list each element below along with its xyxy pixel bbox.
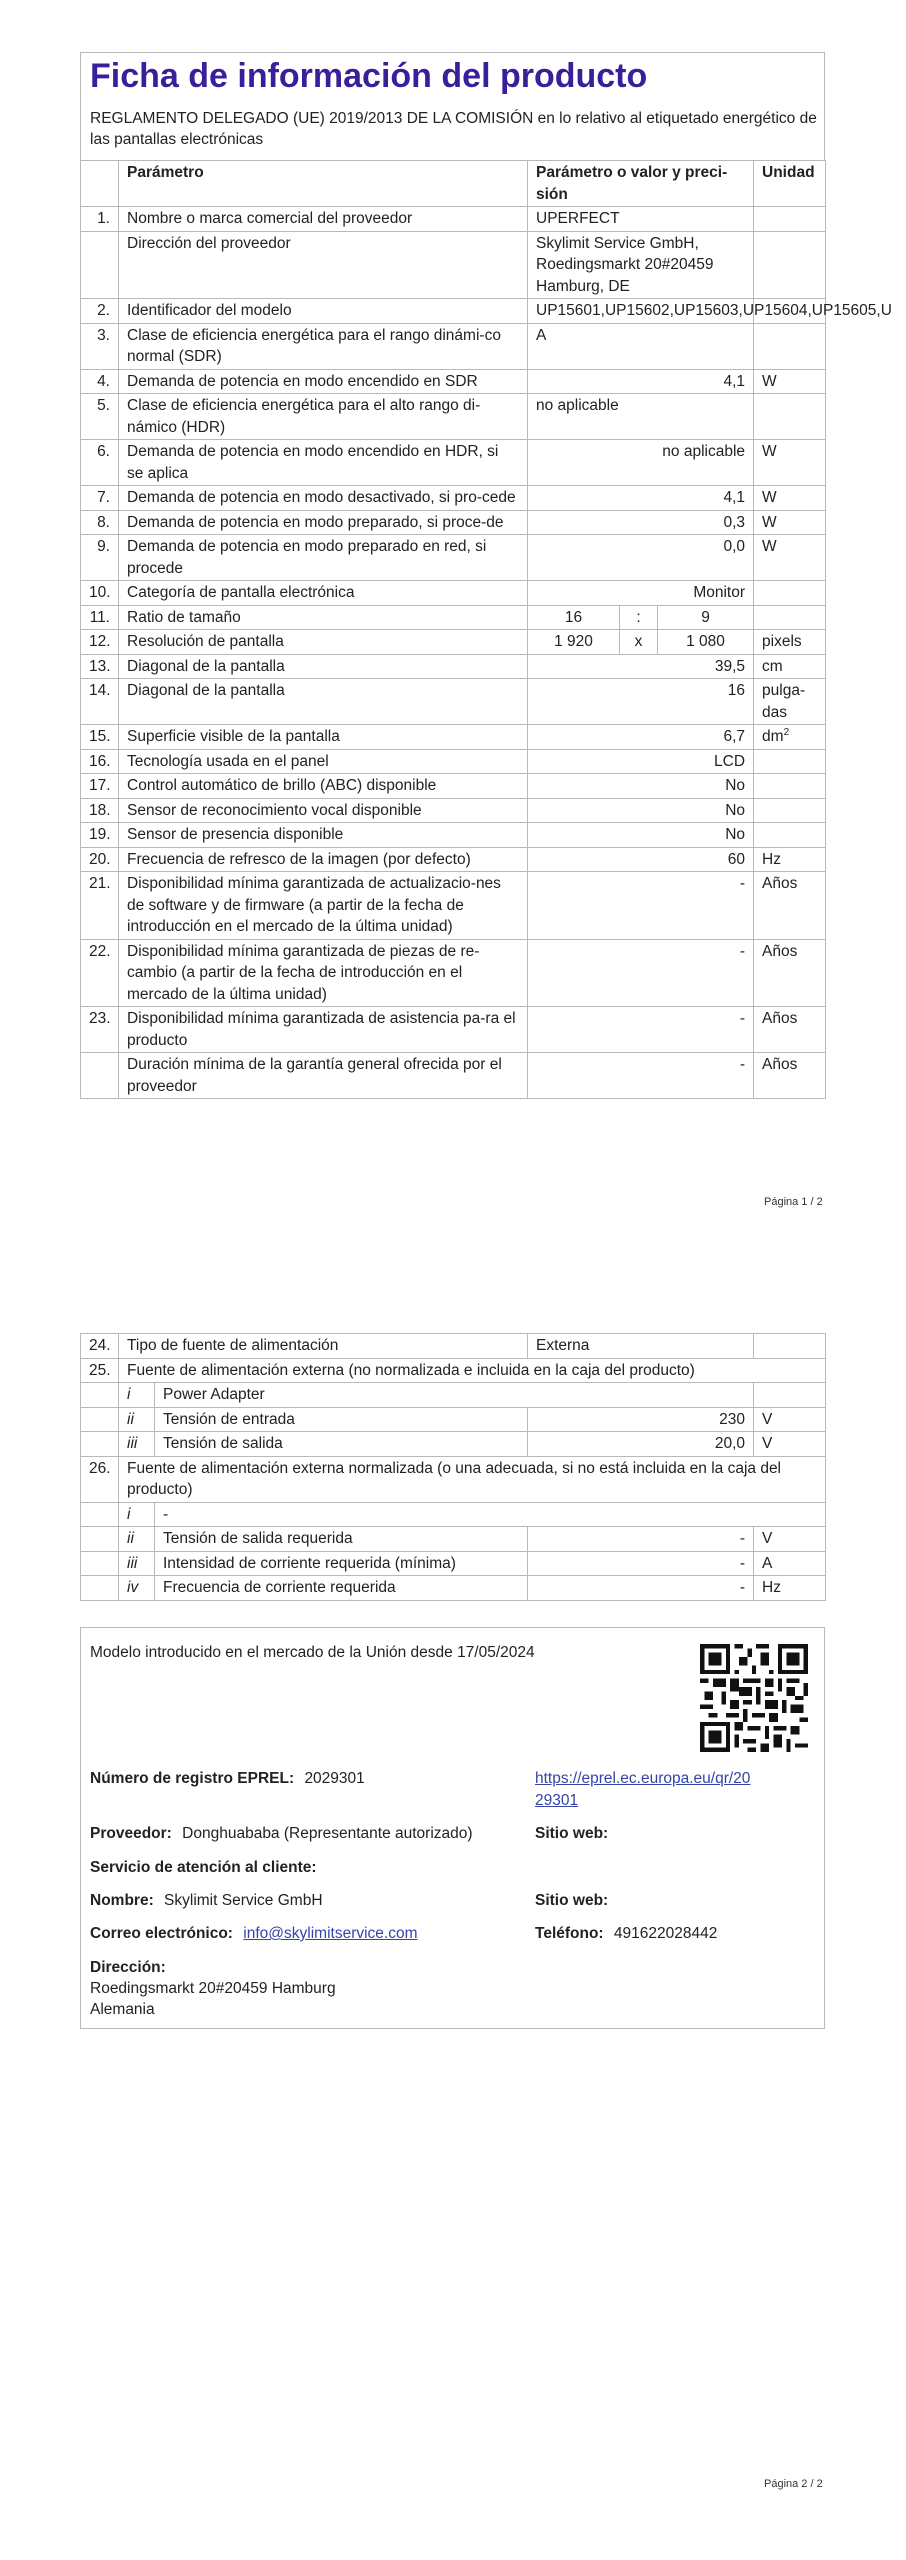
table-row [81, 1383, 826, 1408]
phone-row [535, 1923, 717, 1945]
row-value [528, 299, 892, 324]
unit-squared: 2 [783, 726, 790, 738]
eprel-label: Número de registro EPREL: [90, 1770, 295, 1787]
row-value: no aplicable [528, 440, 754, 486]
row-num [81, 1407, 119, 1432]
row-label: Demanda de potencia en modo preparado, si proce-de [119, 510, 528, 535]
row-roman: iii [119, 1432, 155, 1457]
row-value: 6,7 [528, 725, 754, 750]
row-value: 230 [528, 1407, 754, 1432]
row-unit [754, 725, 826, 750]
header-param: Parámetro [119, 161, 528, 207]
eprel-row [90, 1768, 365, 1790]
table-row [81, 299, 826, 324]
row-unit: cm [754, 654, 826, 679]
email-label: Correo electrónico: [90, 1925, 233, 1942]
row-label: Diagonal de la pantalla [119, 654, 528, 679]
row-value: - [528, 872, 754, 940]
row-num: 13. [81, 654, 119, 679]
row-value: Monitor [528, 581, 754, 606]
row-num: 24. [81, 1334, 119, 1359]
market-date-text: Modelo introducido en el mercado de la Unión desde 17/05/2024 [90, 1644, 535, 1661]
row-value: - [528, 939, 754, 1007]
row-value: - [528, 1007, 754, 1053]
row-unit: Años [754, 1007, 826, 1053]
table-row [81, 1502, 826, 1527]
row-label: Disponibilidad mínima garantizada de asistencia pa-ra el producto [119, 1007, 528, 1053]
row-unit: W [754, 369, 826, 394]
row-label: Tipo de fuente de alimentación [119, 1334, 528, 1359]
row-label: Duración mínima de la garantía general ofrecida por el proveedor [119, 1053, 528, 1099]
product-info-table [80, 160, 892, 1099]
table-row [81, 654, 826, 679]
row-value: No [528, 774, 754, 799]
table-row [81, 1334, 826, 1359]
ratio-width: 16 [528, 605, 620, 630]
phone-label: Teléfono: [535, 1925, 604, 1942]
page-number-2: Página 2 / 2 [764, 2478, 823, 2490]
table-row [81, 1456, 826, 1502]
row-unit [754, 1383, 826, 1408]
row-unit: W [754, 486, 826, 511]
table-row [81, 1551, 826, 1576]
row-num: 1. [81, 207, 119, 232]
table-row [81, 231, 826, 299]
row-unit [754, 581, 826, 606]
table-row [81, 1358, 826, 1383]
row-value: 20,0 [528, 1432, 754, 1457]
row-label: Demanda de potencia en modo encendido en SDR [119, 369, 528, 394]
row-label: - [155, 1502, 826, 1527]
row-num: 9. [81, 535, 119, 581]
row-value: 0,0 [528, 535, 754, 581]
row-label: Fuente de alimentación externa normalizada (o una adecuada, si no está incluida en la caja del producto) [119, 1456, 826, 1502]
row-num: 8. [81, 510, 119, 535]
row-label: Demanda de potencia en modo encendido en HDR, si se aplica [119, 440, 528, 486]
eprel-link[interactable] [535, 1770, 750, 1809]
row-unit [754, 207, 826, 232]
unit-dm: dm [762, 728, 784, 745]
name-row [90, 1890, 323, 1912]
resolution-separator: x [620, 630, 658, 655]
row-value: no aplicable [528, 394, 754, 440]
proveedor-label: Proveedor: [90, 1825, 172, 1842]
table-row [81, 1053, 826, 1099]
resolution-width: 1 920 [528, 630, 620, 655]
row-num: 23. [81, 1007, 119, 1053]
row-label: Disponibilidad mínima garantizada de actualizacio-nes de software y de firmware (a partir de la fecha de introducción en el mercado de la última unidad) [119, 872, 528, 940]
eprel-link-line-2: 29301 [535, 1791, 579, 1809]
row-label: Categoría de pantalla electrónica [119, 581, 528, 606]
row-num: 7. [81, 486, 119, 511]
row-value: LCD [528, 749, 754, 774]
proveedor-value: Donghuababa (Representante autorizado) [182, 1825, 473, 1842]
address-label: Dirección: [90, 1959, 166, 1976]
table-row [81, 207, 826, 232]
row-value: - [528, 1527, 754, 1552]
eprel-link-line-1: https://eprel.ec.europa.eu/qr/20 [535, 1770, 751, 1787]
table-row [81, 798, 826, 823]
table-row [81, 486, 826, 511]
row-label: Fuente de alimentación externa (no normalizada e incluida en la caja del producto) [119, 1358, 826, 1383]
row-value: 4,1 [528, 486, 754, 511]
table-row [81, 323, 826, 369]
row-label: Sensor de presencia disponible [119, 823, 528, 848]
table-row [81, 823, 826, 848]
row-unit: pixels [754, 630, 826, 655]
row-label: Tensión de salida requerida [155, 1527, 528, 1552]
row-label: Nombre o marca comercial del proveedor [119, 207, 528, 232]
row-label: Power Adapter [155, 1383, 754, 1408]
row-num [81, 231, 119, 299]
row-label: Tensión de salida [155, 1432, 528, 1457]
row-value: Externa [528, 1334, 754, 1359]
row-num [81, 1383, 119, 1408]
row-num: 12. [81, 630, 119, 655]
ratio-separator: : [620, 605, 658, 630]
table-row [81, 369, 826, 394]
header-value: Parámetro o valor y preci-sión [528, 161, 754, 207]
row-label: Identificador del modelo [119, 299, 528, 324]
table-row [81, 510, 826, 535]
row-label: Clase de eficiencia energética para el alto rango di-námico (HDR) [119, 394, 528, 440]
row-unit [754, 774, 826, 799]
row-unit: Hz [754, 847, 826, 872]
row-label: Tensión de entrada [155, 1407, 528, 1432]
row-unit: W [754, 510, 826, 535]
resolution-height: 1 080 [658, 630, 754, 655]
header-num [81, 161, 119, 207]
row-num: 25. [81, 1358, 119, 1383]
phone-value: 491622028442 [613, 1925, 718, 1942]
row-value: - [528, 1551, 754, 1576]
customer-service-label: Servicio de atención al cliente: [90, 1859, 317, 1876]
row-value: 4,1 [528, 369, 754, 394]
row-label: Demanda de potencia en modo desactivado, si pro-cede [119, 486, 528, 511]
table-row [81, 1407, 826, 1432]
row-unit: A [754, 1551, 826, 1576]
address-line-2: Alemania [90, 2001, 155, 2018]
row-label: Frecuencia de refresco de la imagen (por defecto) [119, 847, 528, 872]
row-num: 10. [81, 581, 119, 606]
row-num [81, 1053, 119, 1099]
regulation-subtitle: REGLAMENTO DELEGADO (UE) 2019/2013 DE LA COMISIÓN en lo relativo al etiquetado energético de las pantallas electrónicas [90, 110, 817, 148]
row-label: Control automático de brillo (ABC) disponible [119, 774, 528, 799]
row-num [81, 1432, 119, 1457]
row-label: Tecnología usada en el panel [119, 749, 528, 774]
row-num: 11. [81, 605, 119, 630]
table-row [81, 535, 826, 581]
row-roman: iv [119, 1576, 155, 1601]
address-line-1: Roedingsmarkt 20#20459 Hamburg [90, 1980, 336, 1997]
row-unit [754, 798, 826, 823]
row-num: 18. [81, 798, 119, 823]
row-num: 15. [81, 725, 119, 750]
row-roman: ii [119, 1527, 155, 1552]
table-row [81, 725, 826, 750]
table-row [81, 605, 826, 630]
row-roman: ii [119, 1407, 155, 1432]
row-num: 19. [81, 823, 119, 848]
row-value: A [528, 323, 754, 369]
row-value: Skylimit Service GmbH, Roedingsmarkt 20#20459 Hamburg, DE [528, 231, 754, 299]
table-row [81, 1576, 826, 1601]
row-label: Frecuencia de corriente requerida [155, 1576, 528, 1601]
row-roman: i [119, 1383, 155, 1408]
row-value: - [528, 1053, 754, 1099]
row-num: 2. [81, 299, 119, 324]
name-label: Nombre: [90, 1892, 154, 1909]
table-row [81, 630, 826, 655]
table-row [81, 774, 826, 799]
row-unit [754, 394, 826, 440]
eprel-link-block [535, 1768, 795, 1811]
row-unit: Años [754, 939, 826, 1007]
row-label: Demanda de potencia en modo preparado en red, si procede [119, 535, 528, 581]
row-roman: iii [119, 1551, 155, 1576]
row-num: 3. [81, 323, 119, 369]
row-label: Clase de eficiencia energética para el rango dinámi-co normal (SDR) [119, 323, 528, 369]
eprel-number: 2029301 [304, 1770, 365, 1787]
name-value: Skylimit Service GmbH [164, 1892, 323, 1909]
row-unit: V [754, 1527, 826, 1552]
ratio-height: 9 [658, 605, 754, 630]
proveedor-row [90, 1823, 473, 1845]
row-num: 21. [81, 872, 119, 940]
table-row [81, 440, 826, 486]
row-value: 0,3 [528, 510, 754, 535]
row-unit: V [754, 1407, 826, 1432]
row-num: 14. [81, 679, 119, 725]
row-label: Disponibilidad mínima garantizada de piezas de re-cambio (a partir de la fecha de introducción en el mercado de la última unidad) [119, 939, 528, 1007]
row-label: Ratio de tamaño [119, 605, 528, 630]
row-label: Dirección del proveedor [119, 231, 528, 299]
table-row [81, 394, 826, 440]
table-row [81, 679, 826, 725]
table-row [81, 1432, 826, 1457]
row-unit: pulga-das [754, 679, 826, 725]
row-label: Diagonal de la pantalla [119, 679, 528, 725]
table-row [81, 872, 826, 940]
header-unit: Unidad [754, 161, 826, 207]
row-value: 60 [528, 847, 754, 872]
page-title: Ficha de información del producto [90, 57, 648, 95]
row-num: 22. [81, 939, 119, 1007]
table-row [81, 581, 826, 606]
row-unit [754, 823, 826, 848]
row-unit [754, 323, 826, 369]
table-row [81, 939, 826, 1007]
row-label: Superficie visible de la pantalla [119, 725, 528, 750]
row-value: No [528, 823, 754, 848]
row-unit: W [754, 535, 826, 581]
row-unit: Años [754, 1053, 826, 1099]
power-supply-table [80, 1333, 826, 1601]
row-num: 6. [81, 440, 119, 486]
qr-code-icon[interactable] [700, 1644, 808, 1752]
table-header-row [81, 161, 826, 207]
row-unit [754, 749, 826, 774]
table-row [81, 847, 826, 872]
row-unit [754, 231, 826, 299]
row-value: 39,5 [528, 654, 754, 679]
email-link[interactable]: info@skylimitservice.com [243, 1925, 418, 1942]
page-number-1: Página 1 / 2 [764, 1196, 823, 1208]
row-num [81, 1576, 119, 1601]
row-num: 17. [81, 774, 119, 799]
row-num [81, 1527, 119, 1552]
row-num: 5. [81, 394, 119, 440]
row-value: UPERFECT [528, 207, 754, 232]
row-value: - [528, 1576, 754, 1601]
row-roman: i [119, 1502, 155, 1527]
row-num: 4. [81, 369, 119, 394]
row-unit: Años [754, 872, 826, 940]
row-label: Sensor de reconocimiento vocal disponible [119, 798, 528, 823]
row-num: 16. [81, 749, 119, 774]
row-unit [754, 1334, 826, 1359]
model-identifiers: UP15601,UP15602,UP15603,UP15604,UP15605,U [536, 302, 892, 319]
table-row [81, 1007, 826, 1053]
row-num: 20. [81, 847, 119, 872]
row-label: Resolución de pantalla [119, 630, 528, 655]
row-unit: W [754, 440, 826, 486]
row-unit [754, 605, 826, 630]
table-row [81, 749, 826, 774]
row-label: Intensidad de corriente requerida (mínima) [155, 1551, 528, 1576]
row-value: No [528, 798, 754, 823]
row-unit: V [754, 1432, 826, 1457]
website-label-2: Sitio web: [535, 1892, 609, 1909]
row-num: 26. [81, 1456, 119, 1502]
row-num [81, 1551, 119, 1576]
email-row [90, 1923, 418, 1945]
row-unit: Hz [754, 1576, 826, 1601]
row-value: 16 [528, 679, 754, 725]
row-num [81, 1502, 119, 1527]
website-label-1: Sitio web: [535, 1825, 609, 1842]
table-row [81, 1527, 826, 1552]
